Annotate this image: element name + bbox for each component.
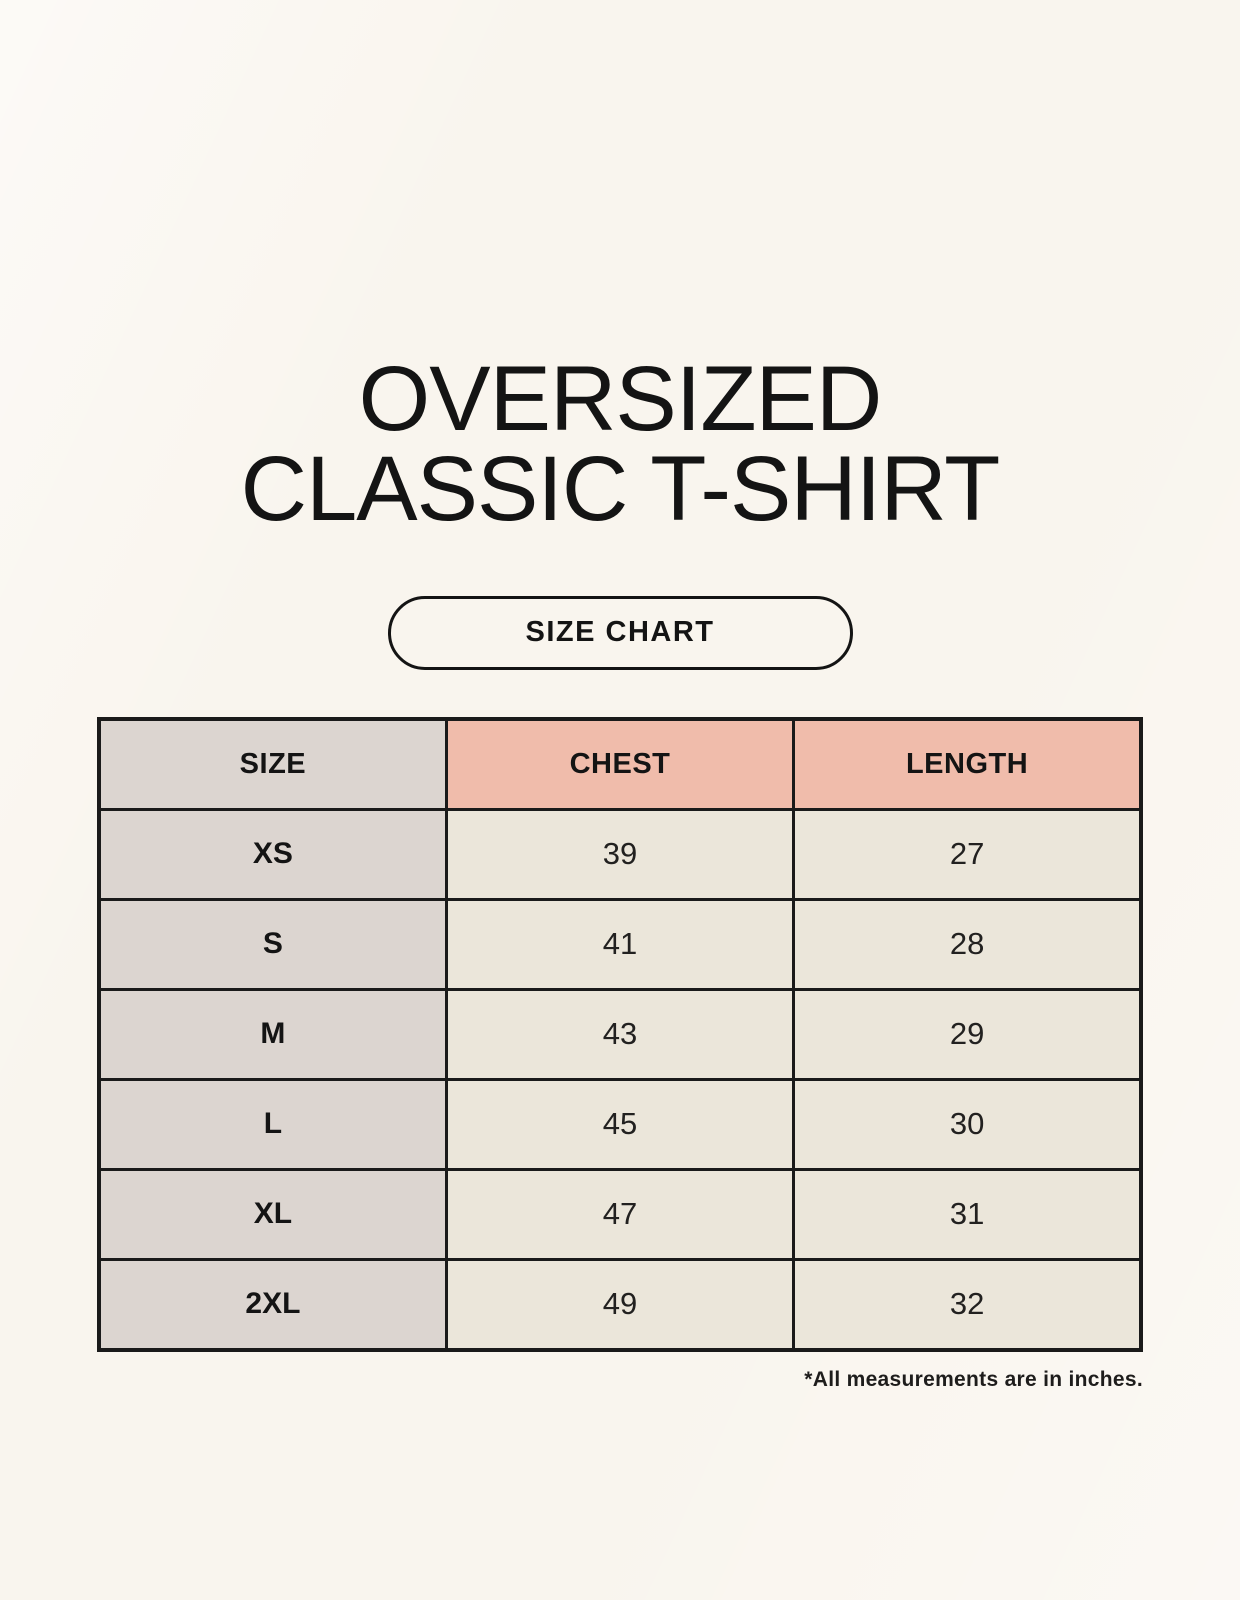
page-title	[0, 347, 1240, 540]
size-cell: 2XL	[99, 1259, 446, 1350]
header-cell-length: LENGTH	[794, 719, 1141, 810]
size-cell: M	[99, 989, 446, 1079]
header-cell-size: SIZE	[99, 719, 446, 810]
length-cell: 27	[794, 809, 1141, 899]
measurements-footnote: *All measurements are in inches.	[804, 1367, 1143, 1391]
length-cell: 29	[794, 989, 1141, 1079]
length-cell: 30	[794, 1079, 1141, 1169]
length-cell: 28	[794, 899, 1141, 989]
chest-cell: 39	[446, 809, 793, 899]
table-row	[99, 809, 1141, 899]
size-cell: L	[99, 1079, 446, 1169]
header-cell-chest: CHEST	[446, 719, 793, 810]
size-chart-table-container	[97, 717, 1143, 1352]
chest-cell: 49	[446, 1259, 793, 1350]
length-cell: 31	[794, 1169, 1141, 1259]
table-row	[99, 1259, 1141, 1350]
chest-cell: 43	[446, 989, 793, 1079]
chest-cell: 41	[446, 899, 793, 989]
size-cell: S	[99, 899, 446, 989]
table-header-row	[99, 719, 1141, 810]
table-row	[99, 989, 1141, 1079]
chest-cell: 45	[446, 1079, 793, 1169]
size-chart-button[interactable]: SIZE CHART	[388, 596, 853, 670]
table-row	[99, 1169, 1141, 1259]
size-chart-button-row	[0, 596, 1240, 670]
title-line-1: OVERSIZED	[358, 347, 882, 450]
size-cell: XL	[99, 1169, 446, 1259]
table-row	[99, 1079, 1141, 1169]
length-cell: 32	[794, 1259, 1141, 1350]
chest-cell: 47	[446, 1169, 793, 1259]
size-chart-table	[97, 717, 1143, 1352]
table-row	[99, 899, 1141, 989]
title-line-2: CLASSIC T-SHIRT	[240, 437, 1000, 540]
size-cell: XS	[99, 809, 446, 899]
